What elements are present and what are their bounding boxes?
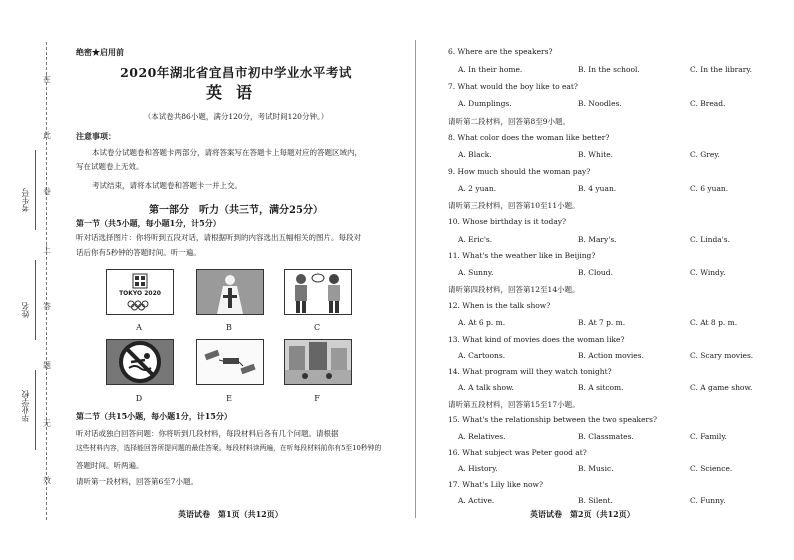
option-b[interactable]: B. Classmates. <box>578 432 634 441</box>
section-2-instruction: 听对话或独白回答问题：你将听到几段材料，每段材料后各有几个问题。请根据 <box>76 429 339 438</box>
question-15: 15. What's the relationship between the two speakers? <box>448 415 657 424</box>
question-6: 6. Where are the speakers? <box>448 47 553 56</box>
exam-info: （本试卷共86小题，满分120分，考试时间120分钟。） <box>143 112 329 121</box>
option-c[interactable]: C. Family. <box>690 432 727 441</box>
question-8: 8. What color does the woman like better? <box>448 133 610 142</box>
exam-number-field[interactable] <box>35 150 36 230</box>
option-a[interactable]: A. A talk show. <box>458 383 514 392</box>
question-7: 7. What would the boy like to eat? <box>448 82 578 91</box>
option-a[interactable]: A. At 6 p. m. <box>458 318 506 327</box>
option-a[interactable]: A. In their home. <box>458 65 523 74</box>
question-12: 12. When is the talk show? <box>448 301 551 310</box>
school-label: 毕业学校 <box>21 390 30 422</box>
margin-char: 上 <box>43 245 51 254</box>
picture-d <box>106 339 174 385</box>
material-2-note: 请听第二段材料，回答第8至9小题。 <box>448 117 571 126</box>
two-people-icon <box>285 270 351 314</box>
option-b[interactable]: B. White. <box>578 150 614 159</box>
margin-char: 卷 <box>43 187 51 196</box>
option-a[interactable]: A. Active. <box>458 496 495 505</box>
picture-e <box>196 339 264 385</box>
material-3-note: 请听第三段材料，回答第10至11小题。 <box>448 201 580 210</box>
option-c[interactable]: C. Linda's. <box>690 235 731 244</box>
option-b[interactable]: B. 4 yuan. <box>578 184 617 193</box>
option-b[interactable]: B. At 7 p. m. <box>578 318 626 327</box>
picture-a <box>106 269 174 315</box>
question-13: 13. What kind of movies does the woman like? <box>448 335 625 344</box>
material-5-note: 请听第五段材料，回答第15至17小题。 <box>448 400 580 409</box>
picture-a-label: A <box>136 323 142 332</box>
margin-char: 题 <box>43 361 51 370</box>
question-17: 17. What's Lily like now? <box>448 480 543 489</box>
page-1-footer: 英语试卷 第1页（共12页） <box>178 509 283 519</box>
option-b[interactable]: B. Mary's. <box>578 235 617 244</box>
option-b[interactable]: B. Action movies. <box>578 351 644 360</box>
picture-c-label: C <box>313 323 321 332</box>
option-c[interactable]: C. A game show. <box>690 383 753 392</box>
question-11: 11. What's the weather like in Beijing? <box>448 251 596 260</box>
material-4-note: 请听第四段材料，回答第12至14小题。 <box>448 285 580 294</box>
space-station-icon <box>197 340 263 384</box>
page-2-footer: 英语试卷 第2页（共12页） <box>530 509 635 519</box>
picture-d-label: D <box>135 394 143 403</box>
option-c[interactable]: C. Science. <box>690 464 733 473</box>
option-c[interactable]: C. At 8 p. m. <box>690 318 738 327</box>
option-b[interactable]: B. Noodles. <box>578 99 622 108</box>
question-14: 14. What program will they watch tonight? <box>448 367 612 376</box>
note-1 <box>76 146 384 159</box>
option-a[interactable]: A. History. <box>458 464 498 473</box>
picture-e-label: E <box>226 394 232 403</box>
option-a[interactable]: A. Cartoons. <box>458 351 506 360</box>
option-b[interactable]: B. Cloud. <box>578 268 613 277</box>
subject-title: 英语 <box>205 83 266 102</box>
section-2-heading: 第二节（共15小题，每小题1分，计15分） <box>76 411 232 421</box>
school-field[interactable] <box>35 370 36 450</box>
option-b[interactable]: B. Music. <box>578 464 614 473</box>
name-field[interactable] <box>35 260 36 340</box>
exam-number-label: 考生号 <box>21 188 30 212</box>
margin-char: 效 <box>43 476 51 485</box>
picture-f-label: F <box>314 394 320 403</box>
option-c[interactable]: C. Bread. <box>690 99 726 108</box>
option-c[interactable]: C. Grey. <box>690 150 720 159</box>
section-2-instruction-cont: 这些材料内容，选择能回答所提问题的最佳答案。每段材料读两遍，在听每段材料前你有5至10秒钟的 <box>76 444 382 452</box>
section-2-instruction-end: 答题时间。听两遍。 <box>76 461 144 470</box>
option-a[interactable]: A. Relatives. <box>458 432 506 441</box>
option-a[interactable]: A. Sunny. <box>458 268 494 277</box>
picture-b <box>196 269 264 315</box>
margin-char: 此 <box>43 131 51 140</box>
option-a[interactable]: A. 2 yuan. <box>458 184 497 193</box>
confidential-mark: 绝密★启用前 <box>76 47 124 57</box>
no-swimming-sign-icon <box>107 340 173 384</box>
question-16: 16. What subject was Peter good at? <box>448 448 587 457</box>
option-a[interactable]: A. Eric's. <box>458 235 493 244</box>
option-c[interactable]: C. 6 yuan. <box>690 184 729 193</box>
tokyo-logo-text: TOKYO 2020 <box>119 290 161 297</box>
option-c[interactable]: C. In the library. <box>690 65 752 74</box>
note-1-line-a: 本试卷分试题卷和答题卡两部分，请将答案写在答题卡上每题对应的答题区域内， <box>92 148 362 157</box>
picture-b-label: B <box>226 323 232 332</box>
option-b[interactable]: B. In the school. <box>578 65 640 74</box>
section-1-instruction-cont: 话后你有5秒钟的答题时间。听一遍。 <box>76 248 201 257</box>
page-divider <box>415 40 416 518</box>
notes-heading: 注意事项： <box>76 131 116 141</box>
exam-title: 2020年湖北省宜昌市初中学业水平考试 <box>120 65 352 80</box>
option-a[interactable]: A. Black. <box>458 150 492 159</box>
margin-char: 在 <box>43 75 51 84</box>
note-2: 考试结束，请将本试题卷和答题卡一并上交。 <box>92 181 242 190</box>
part-1-title: 第一部分 听力（共三节，满分25分） <box>149 205 323 216</box>
picture-c <box>284 269 352 315</box>
binding-dashed-line <box>46 42 47 520</box>
street-scene-icon <box>285 340 351 384</box>
section-1-heading: 第一节（共5小题，每小题1分，计5分） <box>76 218 221 228</box>
section-1-instruction: 听对话选择图片：你将听到五段对话，请根据听到的内容选出五幅相关的图片。每段对 <box>76 233 361 242</box>
option-a[interactable]: A. Dumplings. <box>458 99 512 108</box>
material-1-note: 请听第一段材料，回答第6至7小题。 <box>76 477 199 486</box>
option-c[interactable]: C. Windy. <box>690 268 726 277</box>
robed-figure-icon <box>197 270 263 314</box>
question-10: 10. Whose birthday is it today? <box>448 217 567 226</box>
option-c[interactable]: C. Funny. <box>690 496 726 505</box>
margin-char: 答 <box>43 302 51 311</box>
option-b[interactable]: B. Silent. <box>578 496 613 505</box>
picture-f <box>284 339 352 385</box>
note-1-cont: 写在试题卷上无效。 <box>76 162 144 171</box>
question-9: 9. How much should the woman pay? <box>448 167 591 176</box>
margin-char: 无 <box>43 419 51 428</box>
option-c[interactable]: C. Scary movies. <box>690 351 754 360</box>
option-b[interactable]: B. A sitcom. <box>578 383 624 392</box>
name-label: 姓名 <box>21 302 30 318</box>
